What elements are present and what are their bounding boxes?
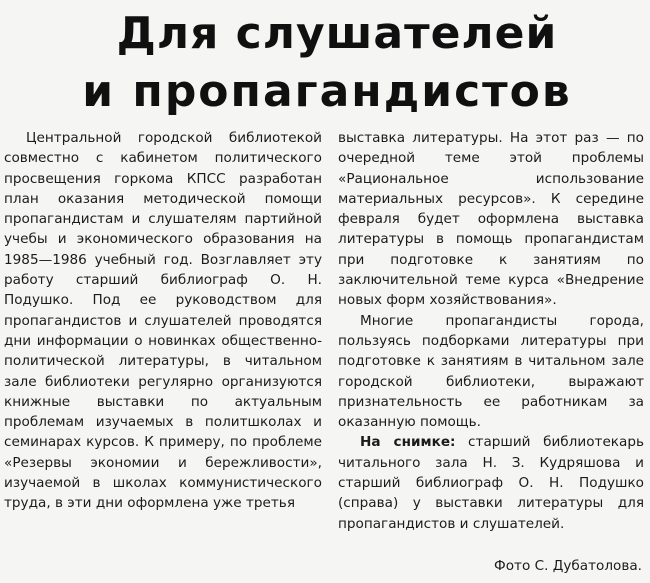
left-column [4, 128, 322, 514]
right-column [338, 128, 644, 534]
photo-credit: Фото С. Дубатолова. [494, 558, 642, 574]
headline-line-1: Для слушателей [116, 8, 558, 59]
article-paragraph-1-continuation: выставка литературы. На этот раз — по очередной теме этой проблемы «Рациональное использование материальных ресурсов». К середине февраля будет оформлена выставка литературы в помощь пропагандистам при подготовке к занятиям по заключительной теме курса «Внедрение новых форм хозяйствования». [338, 130, 644, 309]
article-paragraph-2: Многие пропагандисты города, пользуясь подборками литературы при подготовке к занятиям в читальном зале городской библиотеки, выражают признательность ее работникам за оказанную помощь. [338, 312, 644, 431]
caption-text: старший библиотекарь читального зала Н. З. Кудряшова и старший библиограф О. Н. Подушко (справа) у выставки литературы для пропагандистов и слушателей. [338, 434, 644, 532]
article-paragraph-1: Центральной городской библиотекой совместно с кабинетом политического просвещения горкома КПСС разработан план оказания методической помощи пропагандистам и слушателям партийной учебы и экономического образования на 1985—1986 учебный год. Возглавляет эту работу старший библиограф О. Н. Подушко. Под ее руководством для пропагандистов и слушателей проводятся дни информации о новинках общественно-политической литературы, в читальном зале библиотеки регулярно организуются книжные выставки по актуальным проблемам изучаемых в политшколах и семинарах курсов. К примеру, по проблеме «Резервы экономии и бережливости», изучаемой в школах коммунистического труда, в эти дни оформлена уже третья [4, 130, 322, 512]
headline-line-2: и пропагандистов [82, 66, 572, 117]
caption-label: На снимке: [360, 434, 456, 451]
photo-caption [338, 432, 644, 533]
